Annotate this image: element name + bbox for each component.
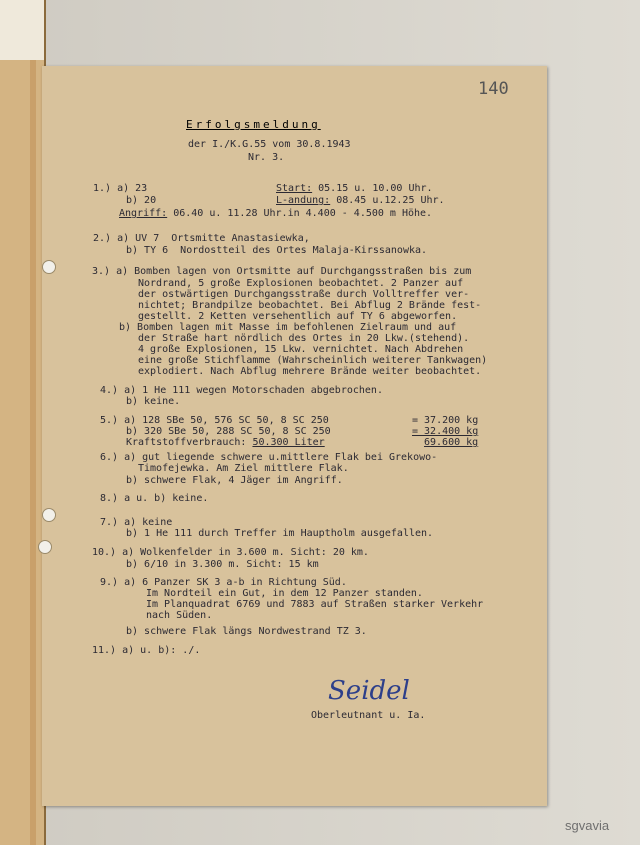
sec8: 8.) a u. b) keine. (100, 493, 209, 504)
sec5-b-total: = 32.400 kg (412, 426, 479, 437)
sec3-line: 3.) a) Bomben lagen von Ortsmitte auf Durchgangsstraßen bis zum (92, 266, 472, 277)
attack-time: Angriff: 06.40 u. 11.28 Uhr.in 4.400 - 4.500 m Höhe. (119, 208, 433, 219)
sec9-line: Im Planquadrat 6769 und 7883 auf Straßen starker Verkehr (146, 599, 484, 610)
handwritten-signature: Seidel (328, 676, 410, 706)
watermark: sgvavia (565, 818, 610, 833)
sec9-line: Im Nordteil ein Gut, in dem 12 Panzer standen. (146, 588, 423, 599)
sec3-line: gestellt. 2 Ketten versehentlich auf TY 6 abgeworfen. (138, 311, 458, 322)
sec7-b: b) 1 He 111 durch Treffer im Hauptholm ausgefallen. (126, 528, 434, 539)
sec3-line: explodiert. Nach Abflug mehrere Brände weiter beobachtet. (138, 366, 482, 377)
sec6-b: b) schwere Flak, 4 Jäger im Angriff. (126, 475, 343, 486)
binder-stripe (30, 0, 36, 845)
sec3-line: der ostwärtigen Durchgangsstraße durch Volltreffer ver- (138, 289, 470, 300)
sec4-b: b) keine. (126, 396, 181, 407)
signer-title: Oberleutnant u. Ia. (311, 710, 426, 721)
sec6-a1: 6.) a) gut liegende schwere u.mittlere Flak bei Grekowo- (100, 452, 438, 463)
sec2-a: 2.) a) UV 7 Ortsmitte Anastasiewka, (93, 233, 310, 244)
sec5-a: 5.) a) 128 SBe 50, 576 SC 50, 8 SC 250 (100, 415, 329, 426)
document-subtitle: der I./K.G.55 vom 30.8.1943 (188, 139, 351, 150)
sec5-a-total: = 37.200 kg (412, 415, 479, 426)
sec5-sum: 69.600 kg (424, 437, 479, 448)
document-number: Nr. 3. (248, 152, 285, 163)
sec3-line: Nordrand, 5 große Explosionen beobachtet. 2 Panzer auf (138, 278, 464, 289)
sec10-b: b) 6/10 in 3.300 m. Sicht: 15 km (126, 559, 319, 570)
page-number: 140 (478, 79, 509, 99)
sec3-line: b) Bomben lagen mit Masse im befohlenen Zielraum und auf (119, 322, 457, 333)
sec1-b: b) 20 (126, 195, 157, 206)
sec11: 11.) a) u. b): ./. (92, 645, 201, 656)
sec5-b: b) 320 SBe 50, 288 SC 50, 8 SC 250 (126, 426, 331, 437)
sec3-line: der Straße hart nördlich des Ortes in 20 Lkw.(stehend). (138, 333, 470, 344)
binder-top-paper (0, 0, 44, 60)
sec1-a: 1.) a) 23 (93, 183, 148, 194)
landing-time: L-andung: 08.45 u.12.25 Uhr. (276, 195, 445, 206)
sec9-line: nach Süden. (146, 610, 213, 621)
sec3-line: eine große Stichflamme (Wahrscheinlich weiterer Tankwagen) (138, 355, 488, 366)
sec9-b: b) schwere Flak längs Nordwestrand TZ 3. (126, 626, 367, 637)
sec2-b: b) TY 6 Nordostteil des Ortes Malaja-Kirssanowka. (126, 245, 428, 256)
start-time: Start: 05.15 u. 10.00 Uhr. (276, 183, 433, 194)
punch-hole (42, 260, 56, 274)
sec6-a2: Timofejewka. Am Ziel mittlere Flak. (138, 463, 349, 474)
sec9-line: 9.) a) 6 Panzer SK 3 a-b in Richtung Süd. (100, 577, 347, 588)
binder-edge (0, 0, 46, 845)
sec3-line: nichtet; Brandpilze beobachtet. Bei Abflug 2 Brände fest- (138, 300, 482, 311)
fuel-consumption: Kraftstoffverbrauch: 50.300 Liter (126, 437, 325, 448)
sec3-line: 4 große Explosionen, 15 Lkw. vernichtet. Nach Abdrehen (138, 344, 464, 355)
sec7-a: 7.) a) keine (100, 517, 173, 528)
sec4-a: 4.) a) 1 He 111 wegen Motorschaden abgebrochen. (100, 385, 383, 396)
document-title: Erfolgsmeldung (186, 118, 321, 131)
punch-hole (42, 508, 56, 522)
punch-hole (38, 540, 52, 554)
sec10-a: 10.) a) Wolkenfelder in 3.600 m. Sicht: 20 km. (92, 547, 369, 558)
